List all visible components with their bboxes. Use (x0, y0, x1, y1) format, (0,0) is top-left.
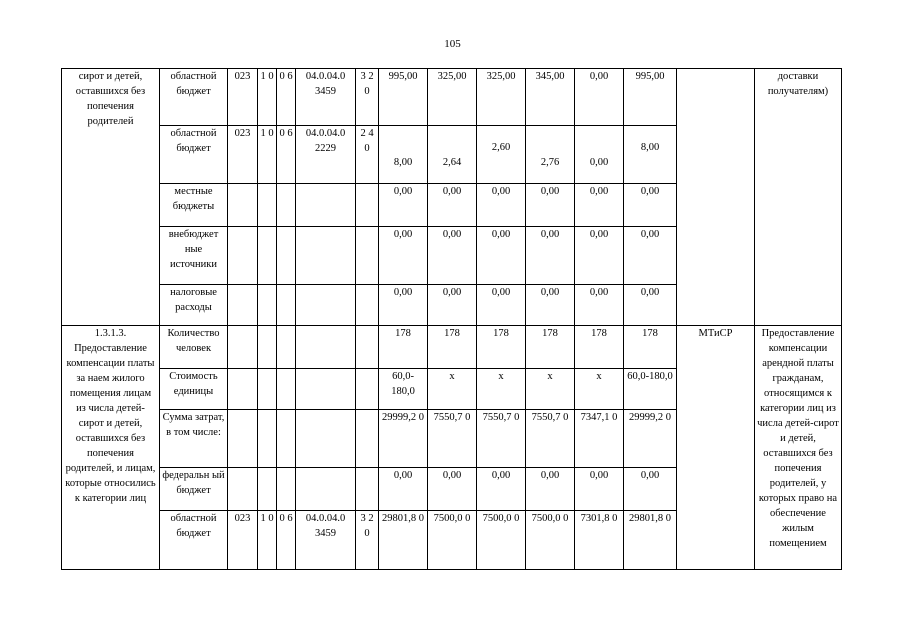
budget-table (61, 68, 842, 570)
rz-cell (258, 184, 277, 227)
year3-cell: 7500,0 0 (526, 511, 575, 570)
rz-cell (258, 410, 277, 468)
csr-cell (296, 285, 356, 326)
total-cell (379, 126, 428, 184)
source-cell: местные бюджеты (160, 184, 228, 227)
year5-cell: 0,00 (624, 468, 677, 511)
vr-cell (356, 410, 379, 468)
year2-cell: 0,00 (477, 184, 526, 227)
pr-cell (277, 326, 296, 369)
source-cell: внебюджет ные источники (160, 227, 228, 285)
pr-cell (277, 184, 296, 227)
year3-cell: 0,00 (526, 184, 575, 227)
year5-cell: 178 (624, 326, 677, 369)
year2-cell: 178 (477, 326, 526, 369)
year5-cell: 0,00 (624, 227, 677, 285)
grbs-cell (228, 369, 258, 410)
source-cell: областной бюджет (160, 69, 228, 126)
year4-cell: 0,00 (575, 285, 624, 326)
vr-cell (356, 369, 379, 410)
vr-cell (356, 184, 379, 227)
year3-cell: 7550,7 0 (526, 410, 575, 468)
pr-cell: 0 6 (277, 126, 296, 184)
csr-cell: 04.0.04.0 3459 (296, 511, 356, 570)
year2-cell: 325,00 (477, 69, 526, 126)
csr-cell (296, 184, 356, 227)
pr-cell: 0 6 (277, 69, 296, 126)
source-cell: Сумма затрат, в том числе: (160, 410, 228, 468)
year5-cell: 60,0-180,0 (624, 369, 677, 410)
rz-cell: 1 0 (258, 69, 277, 126)
source-cell: областной бюджет (160, 511, 228, 570)
csr-cell: 04.0.04.0 3459 (296, 69, 356, 126)
pr-cell (277, 468, 296, 511)
total-cell: 0,00 (379, 285, 428, 326)
total-cell: 995,00 (379, 69, 428, 126)
year5-value: 8,00 (640, 142, 660, 153)
year1-cell (428, 126, 477, 184)
year2-cell: х (477, 369, 526, 410)
source-cell: Количество человек (160, 326, 228, 369)
year4-cell: 178 (575, 326, 624, 369)
year4-cell: 0,00 (575, 184, 624, 227)
csr-cell (296, 410, 356, 468)
year1-cell: 325,00 (428, 69, 477, 126)
pr-cell: 0 6 (277, 511, 296, 570)
pr-cell (277, 369, 296, 410)
grbs-cell: 023 (228, 126, 258, 184)
year3-cell: 178 (526, 326, 575, 369)
total-cell: 0,00 (379, 227, 428, 285)
year1-cell: 178 (428, 326, 477, 369)
vr-cell (356, 227, 379, 285)
year5-cell: 0,00 (624, 184, 677, 227)
grbs-cell (228, 184, 258, 227)
year1-cell: 0,00 (428, 468, 477, 511)
vr-cell: 3 2 0 (356, 511, 379, 570)
year1-cell: 7500,0 0 (428, 511, 477, 570)
executor-cell (677, 69, 755, 326)
year4-cell: 0,00 (575, 69, 624, 126)
total-cell: 0,00 (379, 468, 428, 511)
pr-cell (277, 410, 296, 468)
page-number: 105 (444, 38, 461, 50)
year3-cell: 345,00 (526, 69, 575, 126)
grbs-cell: 023 (228, 511, 258, 570)
grbs-cell: 023 (228, 69, 258, 126)
year5-cell (624, 126, 677, 184)
vr-cell (356, 468, 379, 511)
rz-cell (258, 369, 277, 410)
year2-cell: 0,00 (477, 227, 526, 285)
csr-cell: 04.0.04.0 2229 (296, 126, 356, 184)
event-cell: сирот и детей, оставшихся без попечения родителей (62, 69, 160, 326)
year3-cell (526, 126, 575, 184)
source-cell: налоговые расходы (160, 285, 228, 326)
csr-cell (296, 326, 356, 369)
year1-cell: 0,00 (428, 285, 477, 326)
source-cell: федеральн ый бюджет (160, 468, 228, 511)
year2-cell: 7550,7 0 (477, 410, 526, 468)
year1-cell: 0,00 (428, 184, 477, 227)
year3-cell: 0,00 (526, 285, 575, 326)
year2-value: 2,60 (491, 142, 511, 153)
executor-cell: МТиСР (677, 326, 755, 570)
pr-cell (277, 285, 296, 326)
rz-cell (258, 227, 277, 285)
source-cell: Стоимость единицы (160, 369, 228, 410)
vr-cell (356, 326, 379, 369)
event-cell: 1.3.1.3. Предоставление компенсации платы за наем жилого помещения лицам из числа детей-сирот и детей, оставшихся без попечения родителей, и лицам, которые относились к категории лиц (62, 326, 160, 570)
year4-cell: х (575, 369, 624, 410)
year2-cell (477, 126, 526, 184)
pr-cell (277, 227, 296, 285)
total-value: 8,00 (393, 157, 413, 168)
result-cell: доставки получателям) (755, 69, 842, 326)
rz-cell: 1 0 (258, 511, 277, 570)
vr-cell (356, 285, 379, 326)
rz-cell (258, 326, 277, 369)
year5-cell: 0,00 (624, 285, 677, 326)
year1-cell: 0,00 (428, 227, 477, 285)
year4-value: 0,00 (589, 157, 609, 168)
year1-cell: 7550,7 0 (428, 410, 477, 468)
total-cell: 29999,2 0 (379, 410, 428, 468)
csr-cell (296, 369, 356, 410)
year1-value: 2,64 (442, 157, 462, 168)
year4-cell (575, 126, 624, 184)
year5-cell: 29999,2 0 (624, 410, 677, 468)
rz-cell: 1 0 (258, 126, 277, 184)
year3-cell: 0,00 (526, 468, 575, 511)
year4-cell: 0,00 (575, 227, 624, 285)
grbs-cell (228, 285, 258, 326)
total-cell: 60,0-180,0 (379, 369, 428, 410)
vr-cell: 2 4 0 (356, 126, 379, 184)
csr-cell (296, 227, 356, 285)
grbs-cell (228, 227, 258, 285)
year3-cell: х (526, 369, 575, 410)
year5-cell: 995,00 (624, 69, 677, 126)
year2-cell: 0,00 (477, 285, 526, 326)
grbs-cell (228, 468, 258, 511)
year2-cell: 0,00 (477, 468, 526, 511)
grbs-cell (228, 410, 258, 468)
year4-cell: 0,00 (575, 468, 624, 511)
rz-cell (258, 285, 277, 326)
vr-cell: 3 2 0 (356, 69, 379, 126)
result-cell: Предоставление компенсации арендной платы гражданам, относящимся к категории лиц из числа детей-сирот и детей, оставшихся без попечения родителей, у которых право на обеспечение жилым помещением (755, 326, 842, 570)
grbs-cell (228, 326, 258, 369)
total-cell: 178 (379, 326, 428, 369)
table-row (62, 326, 842, 369)
year3-cell: 0,00 (526, 227, 575, 285)
total-cell: 29801,8 0 (379, 511, 428, 570)
year4-cell: 7347,1 0 (575, 410, 624, 468)
rz-cell (258, 468, 277, 511)
year5-cell: 29801,8 0 (624, 511, 677, 570)
year4-cell: 7301,8 0 (575, 511, 624, 570)
source-cell: областной бюджет (160, 126, 228, 184)
csr-cell (296, 468, 356, 511)
year3-value: 2,76 (540, 157, 560, 168)
table-row (62, 69, 842, 126)
year2-cell: 7500,0 0 (477, 511, 526, 570)
total-cell: 0,00 (379, 184, 428, 227)
year1-cell: х (428, 369, 477, 410)
